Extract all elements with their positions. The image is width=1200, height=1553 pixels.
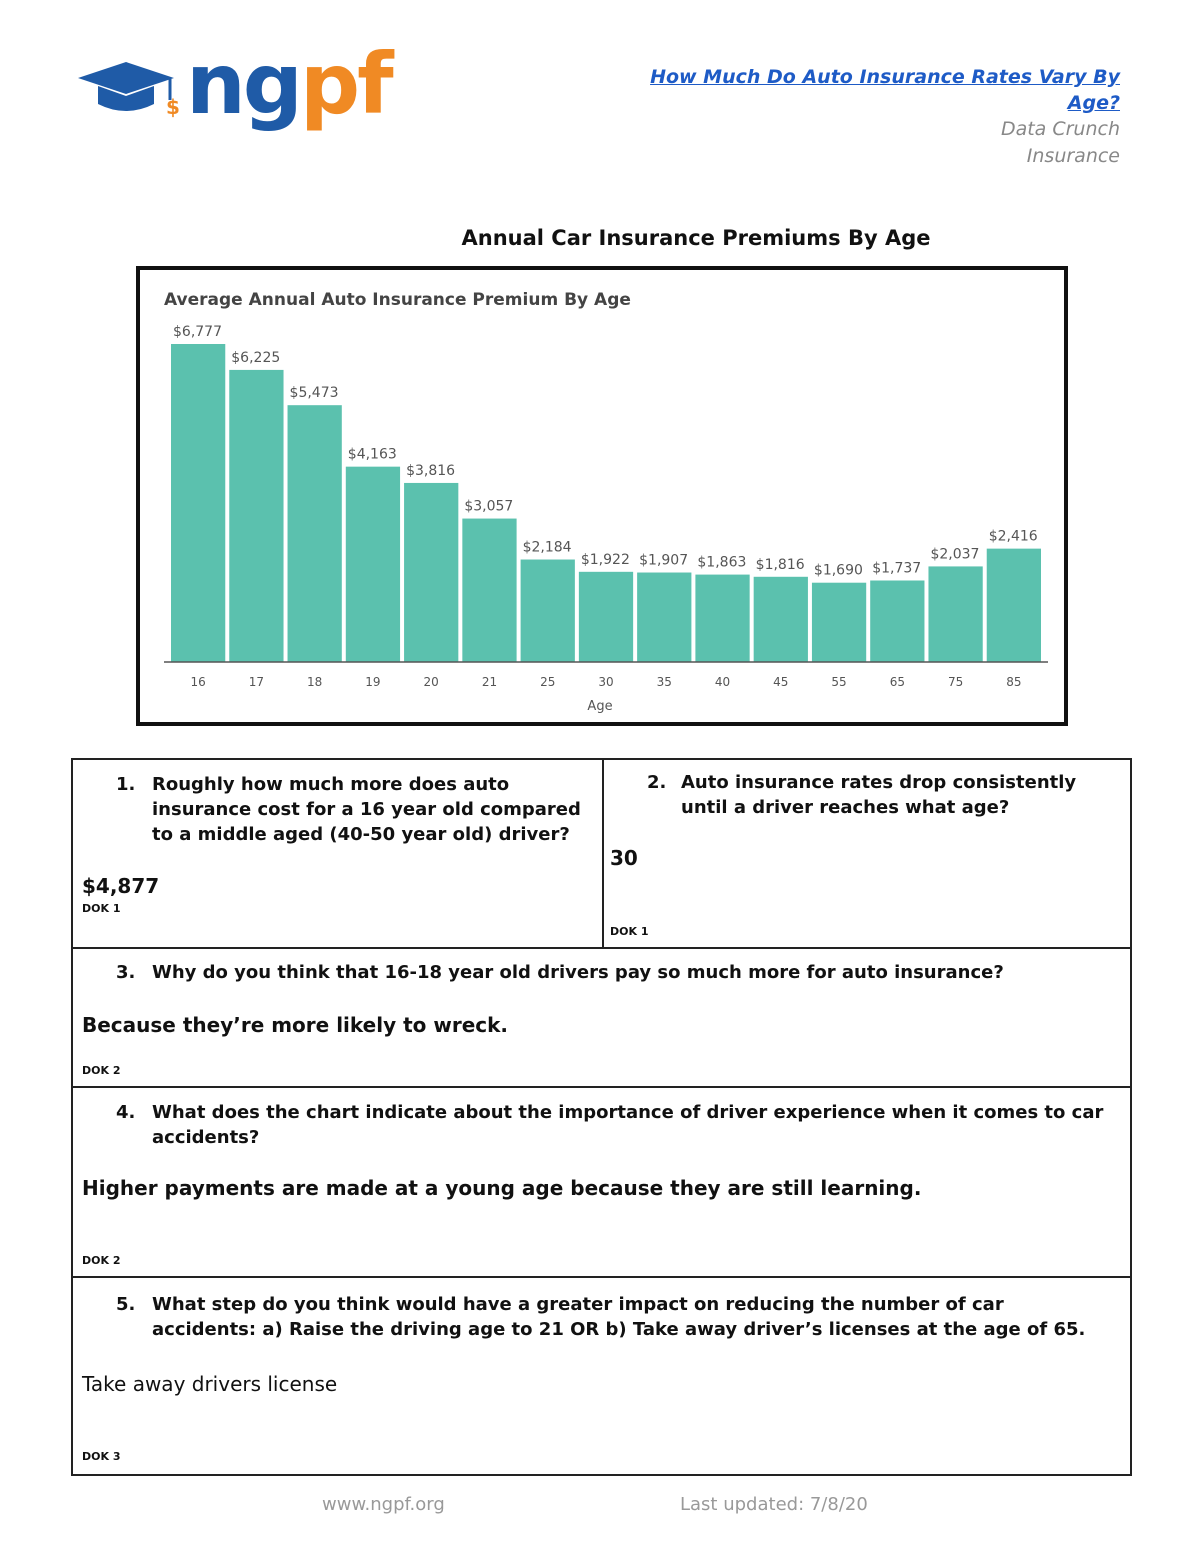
x-tick-label: 45 — [773, 675, 789, 689]
question-2-answer[interactable]: 30 — [610, 846, 638, 870]
x-tick-label: 65 — [889, 675, 905, 689]
bar-age-25 — [521, 560, 575, 662]
x-tick-label: 55 — [831, 675, 847, 689]
question-3-answer[interactable]: Because they’re more likely to wreck. — [82, 1013, 509, 1037]
x-tick-label: 19 — [365, 675, 381, 689]
question-1-line: to a middle aged (40-50 year old) driver? — [152, 824, 570, 845]
header-info — [560, 64, 1120, 170]
bar-value-label: $6,777 — [173, 324, 222, 340]
question-2-line: until a driver reaches what age? — [681, 797, 1010, 818]
bar-age-19 — [346, 467, 400, 662]
x-tick-label: 40 — [714, 675, 731, 689]
bar-value-label: $6,225 — [231, 349, 281, 366]
bar-value-label: $5,473 — [289, 385, 339, 402]
question-5-answer[interactable]: Take away drivers license — [82, 1372, 338, 1396]
bar-age-20 — [404, 483, 458, 662]
question-4-cell — [73, 1088, 1130, 1278]
logo-wordmark — [186, 35, 391, 133]
bar-age-17 — [229, 370, 283, 662]
bar-age-40 — [695, 575, 749, 662]
question-2-cell — [604, 760, 1130, 949]
section-title: Annual Car Insurance Premiums By Age — [461, 226, 931, 250]
x-tick-label: 17 — [248, 675, 265, 689]
bar-age-85 — [987, 549, 1041, 662]
question-1-text — [152, 772, 592, 847]
questions-table — [71, 758, 1132, 1476]
x-axis-label: Age — [587, 699, 613, 714]
lesson-unit: Insurance — [1026, 145, 1120, 167]
bar-age-21 — [462, 519, 516, 662]
bar-age-18 — [288, 405, 342, 662]
question-2-line: Auto insurance rates drop consistently — [681, 772, 1077, 793]
question-1-line: Roughly how much more does auto — [152, 774, 510, 795]
bar-value-label: $3,057 — [464, 498, 514, 515]
x-tick-label: 75 — [947, 675, 964, 689]
lesson-title-line1: How Much Do Auto Insurance Rates Vary By — [650, 66, 1120, 88]
bar-value-label: $2,037 — [930, 546, 980, 563]
question-2-text — [681, 770, 1121, 820]
question-4-line: What does the chart indicate about the importance of driver experience when it comes to car — [152, 1102, 1104, 1123]
question-1-answer[interactable]: $4,877 — [82, 874, 160, 898]
bar-value-label: $4,163 — [347, 446, 397, 463]
svg-text:$: $ — [166, 95, 180, 119]
bar-value-label: $1,922 — [580, 551, 630, 568]
lesson-title-line2: Age? — [1067, 92, 1120, 114]
bar-value-label: $2,416 — [988, 528, 1038, 545]
question-2-number: 2. — [647, 772, 667, 793]
graduation-cap-icon — [78, 60, 188, 120]
chart-frame — [136, 266, 1068, 726]
bar-age-65 — [870, 580, 924, 662]
x-tick-label: 35 — [656, 675, 672, 689]
bar-age-35 — [637, 573, 691, 662]
bar-value-label: $2,184 — [522, 539, 572, 556]
bar-age-30 — [579, 572, 633, 662]
x-tick-label: 85 — [1006, 675, 1022, 689]
question-1-dok: DOK 1 — [82, 902, 121, 915]
logo-pf: pf — [299, 35, 391, 133]
question-3-number: 3. — [116, 962, 136, 983]
question-4-line: accidents? — [152, 1127, 260, 1148]
x-tick-label: 30 — [598, 675, 614, 689]
bar-age-75 — [928, 566, 982, 662]
bar-age-45 — [754, 577, 808, 662]
question-3-dok: DOK 2 — [82, 1064, 121, 1077]
x-tick-label: 21 — [481, 675, 498, 689]
question-3-line: Why do you think that 16-18 year old drivers pay so much more for auto insurance? — [152, 962, 1004, 983]
bar-chart — [140, 270, 1064, 722]
ngpf-logo — [78, 35, 391, 133]
question-5-cell — [73, 1278, 1130, 1474]
bar-age-55 — [812, 583, 866, 662]
question-1-cell — [73, 760, 604, 949]
question-3-text — [152, 960, 1122, 985]
question-4-text — [152, 1100, 1122, 1150]
lesson-type: Data Crunch — [1000, 118, 1120, 140]
x-tick-label: 25 — [540, 675, 556, 689]
bar-value-label: $1,690 — [813, 562, 863, 579]
x-tick-label: 16 — [190, 675, 206, 689]
bar-value-label: $1,863 — [697, 554, 747, 571]
question-4-dok: DOK 2 — [82, 1254, 121, 1267]
question-5-dok: DOK 3 — [82, 1450, 121, 1463]
bar-value-label: $1,816 — [755, 556, 805, 573]
bar-value-label: $1,907 — [639, 552, 689, 569]
bar-value-label: $1,737 — [872, 560, 922, 577]
bar-value-label: $3,816 — [406, 462, 456, 479]
question-5-text — [152, 1292, 1122, 1342]
logo-ng: ng — [186, 35, 300, 133]
x-tick-label: 20 — [423, 675, 439, 689]
footer-last-updated: Last updated: 7/8/20 — [680, 1494, 868, 1515]
footer-url[interactable]: www.ngpf.org — [322, 1494, 445, 1515]
question-3-cell — [73, 949, 1130, 1088]
question-4-answer[interactable]: Higher payments are made at a young age because they are still learning. — [82, 1176, 922, 1200]
bar-age-16 — [171, 344, 225, 662]
question-5-line: accidents: a) Raise the driving age to 21 OR b) Take away driver’s licenses at the age of 65. — [152, 1319, 1086, 1340]
question-1-line: insurance cost for a 16 year old compared — [152, 799, 581, 820]
question-4-number: 4. — [116, 1102, 136, 1123]
lesson-title-link[interactable] — [560, 64, 1120, 116]
question-1-number: 1. — [116, 774, 136, 795]
x-tick-label: 18 — [307, 675, 323, 689]
question-5-number: 5. — [116, 1294, 136, 1315]
question-2-dok: DOK 1 — [610, 925, 649, 938]
question-5-line: What step do you think would have a greater impact on reducing the number of car — [152, 1294, 1004, 1315]
chart-title: Average Annual Auto Insurance Premium By Age — [164, 290, 631, 310]
